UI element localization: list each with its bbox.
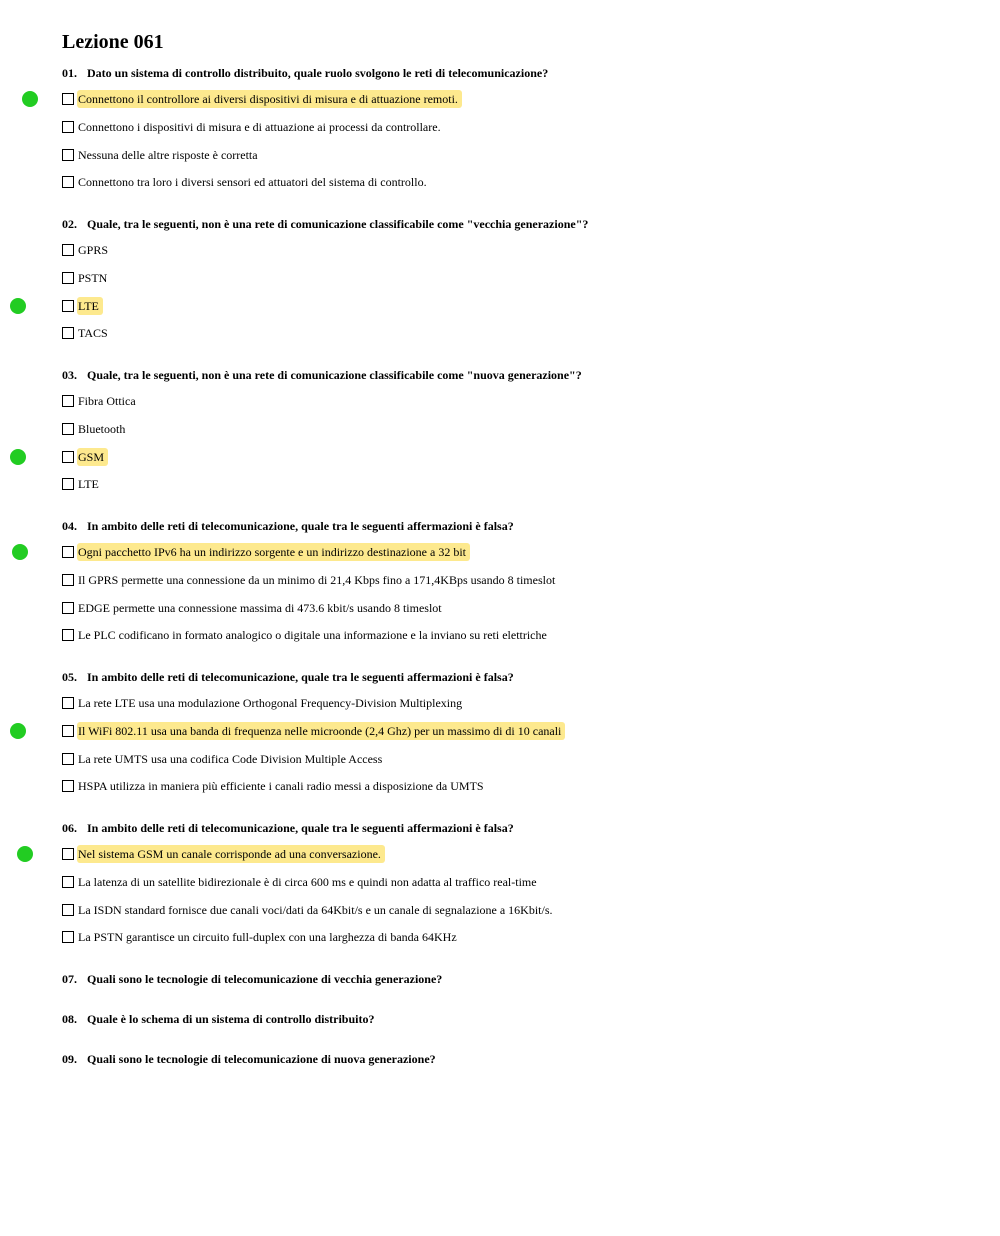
correct-answer-marker-icon (10, 449, 26, 465)
answer-checkbox[interactable] (62, 327, 74, 339)
question-block (62, 517, 559, 654)
answer-checkbox[interactable] (62, 451, 74, 463)
question-text: In ambito delle reti di telecomunicazione, quale tra le seguenti affermazioni è falsa? (87, 670, 514, 684)
answer-checkbox[interactable] (62, 272, 74, 284)
answer-checkbox[interactable] (62, 848, 74, 860)
question-heading (62, 64, 548, 82)
question-number: 05. (62, 670, 77, 684)
answer-option[interactable] (62, 241, 588, 269)
answer-text: Fibra Ottica (78, 394, 136, 408)
answer-option[interactable] (62, 928, 557, 956)
correct-answer-marker-icon (10, 723, 26, 739)
question-text: Quali sono le tecnologie di telecomunicazione di nuova generazione? (87, 1052, 436, 1066)
answer-option-correct[interactable] (62, 448, 582, 476)
answer-checkbox[interactable] (62, 780, 74, 792)
answer-option[interactable] (62, 173, 548, 201)
correct-answer-marker-icon (17, 846, 33, 862)
answer-text: PSTN (78, 270, 108, 285)
answer-option[interactable] (62, 571, 559, 599)
answer-option-correct[interactable] (62, 543, 559, 571)
answer-option[interactable] (62, 146, 548, 174)
question-text: In ambito delle reti di telecomunicazione, quale tra le seguenti affermazioni è falsa? (87, 519, 514, 533)
question-block (62, 1010, 374, 1028)
answer-text: Il GPRS permette una connessione da un minimo di 21,4 Kbps fino a 171,4KBps usando 8 timeslot (78, 572, 556, 587)
answer-checkbox[interactable] (62, 149, 74, 161)
answer-list (62, 90, 548, 201)
answer-text: La latenza di un satellite bidirezionale è di circa 600 ms e quindi non adatta al traffico real-time (78, 874, 537, 889)
answer-checkbox[interactable] (62, 931, 74, 943)
answer-text: EDGE permette una connessione massima di 473.6 kbit/s usando 8 timeslot (78, 600, 442, 615)
answer-text: TACS (78, 326, 108, 341)
question-block (62, 668, 565, 805)
question-heading (62, 215, 588, 233)
question-number: 03. (62, 368, 77, 382)
answer-option[interactable] (62, 475, 582, 503)
answer-text: GSM (77, 448, 108, 466)
answer-text: Bluetooth (78, 421, 126, 436)
answer-option-correct[interactable] (62, 845, 557, 873)
answer-checkbox[interactable] (62, 546, 74, 558)
answer-list (62, 543, 559, 654)
answer-list (62, 694, 565, 805)
answer-checkbox[interactable] (62, 876, 74, 888)
answer-text: LTE (77, 297, 103, 315)
answer-text: Connettono i dispositivi di misura e di attuazione ai processi da controllare. (78, 119, 441, 134)
question-number: 04. (62, 519, 77, 533)
question-heading (62, 1050, 436, 1068)
question-number: 08. (62, 1012, 77, 1026)
question-text: Quale, tra le seguenti, non è una rete di comunicazione classificabile come "nuova generazione"? (87, 368, 582, 382)
answer-option[interactable] (62, 118, 548, 146)
question-block (62, 215, 588, 352)
answer-checkbox[interactable] (62, 574, 74, 586)
question-text: Quali sono le tecnologie di telecomunicazione di vecchia generazione? (87, 972, 443, 986)
question-number: 07. (62, 972, 77, 986)
answer-checkbox[interactable] (62, 93, 74, 105)
question-heading (62, 517, 559, 535)
question-block (62, 64, 548, 201)
correct-answer-marker-icon (22, 91, 38, 107)
answer-text: La rete LTE usa una modulazione Orthogonal Frequency-Division Multiplexing (78, 696, 463, 710)
question-number: 09. (62, 1052, 77, 1066)
question-text: Quale, tra le seguenti, non è una rete di comunicazione classificabile come "vecchia generazione"? (87, 217, 589, 231)
answer-list (62, 241, 588, 352)
page-title: Lezione 061 (62, 31, 164, 53)
answer-text: HSPA utilizza in maniera più efficiente i canali radio messi a disposizione da UMTS (78, 779, 484, 794)
answer-option[interactable] (62, 901, 557, 929)
answer-checkbox[interactable] (62, 478, 74, 490)
question-block (62, 366, 582, 503)
question-block (62, 1050, 436, 1068)
answer-checkbox[interactable] (62, 697, 74, 709)
answer-checkbox[interactable] (62, 244, 74, 256)
answer-option[interactable] (62, 873, 557, 901)
answer-checkbox[interactable] (62, 602, 74, 614)
question-text: Quale è lo schema di un sistema di controllo distribuito? (87, 1012, 375, 1026)
answer-checkbox[interactable] (62, 423, 74, 435)
answer-option-correct[interactable] (62, 297, 588, 325)
answer-option[interactable] (62, 599, 559, 627)
answer-text: Le PLC codificano in formato analogico o digitale una informazione e la inviano su reti elettriche (78, 628, 547, 643)
answer-option[interactable] (62, 324, 588, 352)
answer-list (62, 392, 582, 503)
correct-answer-marker-icon (10, 298, 26, 314)
answer-text: Nel sistema GSM un canale corrisponde ad una conversazione. (77, 845, 385, 863)
answer-checkbox[interactable] (62, 725, 74, 737)
answer-checkbox[interactable] (62, 176, 74, 188)
question-number: 02. (62, 217, 77, 231)
answer-checkbox[interactable] (62, 629, 74, 641)
question-text: Dato un sistema di controllo distribuito, quale ruolo svolgono le reti di telecomunicazione? (87, 66, 549, 80)
question-block (62, 819, 557, 956)
answer-option[interactable] (62, 269, 588, 297)
question-text: In ambito delle reti di telecomunicazione, quale tra le seguenti affermazioni è falsa? (87, 821, 514, 835)
answer-text: La ISDN standard fornisce due canali voci/dati da 64Kbit/s e un canale di segnalazione a 16Kbit/s. (78, 902, 553, 917)
question-number: 01. (62, 66, 77, 80)
answer-text: Nessuna delle altre risposte è corretta (78, 147, 258, 162)
answer-checkbox[interactable] (62, 904, 74, 916)
answer-text: La PSTN garantisce un circuito full-duplex con una larghezza di banda 64KHz (78, 930, 457, 945)
answer-text: Il WiFi 802.11 usa una banda di frequenza nelle microonde (2,4 Ghz) per un massimo di di 10 canali (77, 722, 565, 740)
answer-option[interactable] (62, 420, 582, 448)
answer-option[interactable] (62, 626, 559, 654)
answer-checkbox[interactable] (62, 395, 74, 407)
answer-option[interactable] (62, 694, 565, 722)
question-heading (62, 668, 565, 686)
answer-text: LTE (78, 477, 99, 492)
answer-checkbox[interactable] (62, 300, 74, 312)
question-heading (62, 970, 442, 988)
correct-answer-marker-icon (12, 544, 28, 560)
answer-text: Ogni pacchetto IPv6 ha un indirizzo sorgente e un indirizzo destinazione a 32 bit (77, 543, 470, 561)
answer-text: Connettono tra loro i diversi sensori ed attuatori del sistema di controllo. (78, 175, 427, 190)
question-heading (62, 366, 582, 384)
answer-text: Connettono il controllore ai diversi dispositivi di misura e di attuazione remoti. (77, 90, 462, 108)
answer-option-correct[interactable] (62, 722, 565, 750)
question-heading (62, 1010, 374, 1028)
question-block (62, 970, 442, 988)
answer-text: GPRS (78, 243, 109, 257)
question-number: 06. (62, 821, 77, 835)
answer-option[interactable] (62, 750, 565, 778)
answer-list (62, 845, 557, 956)
answer-option[interactable] (62, 777, 565, 805)
answer-option-correct[interactable] (62, 90, 548, 118)
question-heading (62, 819, 557, 837)
answer-text: La rete UMTS usa una codifica Code Division Multiple Access (78, 751, 383, 766)
answer-option[interactable] (62, 392, 582, 420)
answer-checkbox[interactable] (62, 753, 74, 765)
answer-checkbox[interactable] (62, 121, 74, 133)
